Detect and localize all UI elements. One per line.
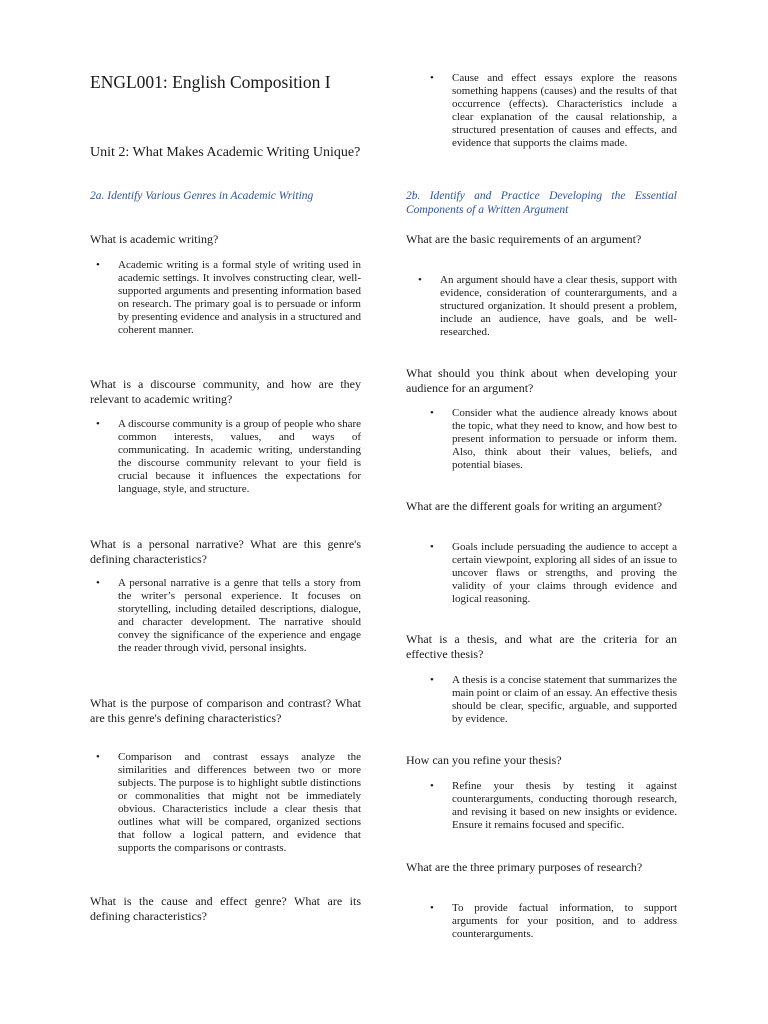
question-discourse-community: What is a discourse community, and how are they relevant to academic writing? <box>90 377 361 406</box>
bullet-item <box>96 259 361 337</box>
bullet-item <box>430 780 677 832</box>
answer-text: Consider what the audience already knows about the topic, what they need to know, and how best to present information to persuade or inform them. Also, think about their values, beliefs, and potential biases. <box>452 407 677 471</box>
bullet-item-continued <box>430 72 677 150</box>
question-research-purposes: What are the three primary purposes of research? <box>406 860 643 874</box>
answer-text: Academic writing is a formal style of writing used in academic settings. It involves constructing clear, well-supported arguments and presenting information based on research. The primary goal is to persuade or inform by presenting evidence and analysis in a structured and coherent manner. <box>118 259 361 336</box>
bullet-item <box>430 541 677 606</box>
bullet-icon: • <box>430 72 434 84</box>
question-argument-requirements: What are the basic requirements of an argument? <box>406 232 642 246</box>
question-academic-writing: What is academic writing? <box>90 232 219 246</box>
answer-text: Goals include persuading the audience to accept a certain viewpoint, exploring all sides of an issue to uncover flaws or strengths, and proving the validity of your claims through evidence and logical reasoning. <box>452 541 677 605</box>
section-subtitle-2a: 2a. Identify Various Genres in Academic Writing <box>90 190 314 202</box>
question-cause-effect: What is the cause and effect genre? What are its defining characteristics? <box>90 894 361 923</box>
question-refine-thesis: How can you refine your thesis? <box>406 753 562 767</box>
answer-text: Refine your thesis by testing it against counterarguments, conducting thorough research, and revising it based on new insights or evidence. Ensure it remains focused and specific. <box>452 780 677 831</box>
bullet-item <box>96 577 361 655</box>
course-title: ENGL001: English Composition I <box>90 72 331 92</box>
answer-text: A discourse community is a group of people who share common interests, values, and ways of communicating. In academic writing, understanding the discourse community relevant to your field is crucial because it influences the expectations for language, style, and structure. <box>118 418 361 495</box>
bullet-item <box>430 674 677 726</box>
answer-text: A thesis is a concise statement that summarizes the main point or claim of an essay. An effective thesis should be clear, specific, arguable, and supported by evidence. <box>452 674 677 725</box>
question-audience: What should you think about when developing your audience for an argument? <box>406 366 677 395</box>
bullet-icon: • <box>96 751 100 763</box>
bullet-item <box>96 418 361 496</box>
bullet-item <box>96 751 361 855</box>
bullet-icon: • <box>430 780 434 792</box>
bullet-item <box>430 407 677 472</box>
answer-text: Cause and effect essays explore the reasons something happens (causes) and the results of that occurrence (effects). Characteristics include a clear explanation of the causal relationship, a structured presentation of causes and effects, and evidence that supports the claims made. <box>452 72 677 149</box>
bullet-icon: • <box>96 577 100 589</box>
answer-text: An argument should have a clear thesis, support with evidence, consideration of counterarguments, and a structured organization. It should present a problem, include an audience, have goals, and be well-researched. <box>440 274 677 338</box>
bullet-icon: • <box>96 259 100 271</box>
bullet-icon: • <box>430 674 434 686</box>
answer-text: A personal narrative is a genre that tells a story from the writer’s personal experience. It focuses on storytelling, including detailed descriptions, dialogue, and character development. The narrative should convey the significance of the experience and engage the reader through vivid, personal insights. <box>118 577 361 654</box>
bullet-icon: • <box>430 541 434 553</box>
answer-text: To provide factual information, to support arguments for your position, and to address counterarguments. <box>452 902 677 940</box>
bullet-icon: • <box>418 274 422 286</box>
bullet-icon: • <box>96 418 100 430</box>
bullet-item <box>418 274 677 339</box>
question-personal-narrative: What is a personal narrative? What are this genre's defining characteristics? <box>90 537 361 566</box>
question-thesis: What is a thesis, and what are the criteria for an effective thesis? <box>406 632 677 661</box>
question-comparison-contrast: What is the purpose of comparison and contrast? What are this genre's defining characteristics? <box>90 696 361 725</box>
answer-text: Comparison and contrast essays analyze the similarities and differences between two or more subjects. The purpose is to highlight subtle distinctions or commonalities that might not be immediately obvious. Characteristics include a clear thesis that outlines what will be compared, organized sections that follow a logical pattern, and evidence that supports the comparisons or contrasts. <box>118 751 361 854</box>
bullet-item <box>430 902 677 941</box>
bullet-icon: • <box>430 407 434 419</box>
unit-title: Unit 2: What Makes Academic Writing Unique? <box>90 145 361 160</box>
bullet-icon: • <box>430 902 434 914</box>
question-argument-goals: What are the different goals for writing an argument? <box>406 499 663 513</box>
section-subtitle-2b: 2b. Identify and Practice Developing the Essential Components of a Written Argument <box>406 190 677 216</box>
